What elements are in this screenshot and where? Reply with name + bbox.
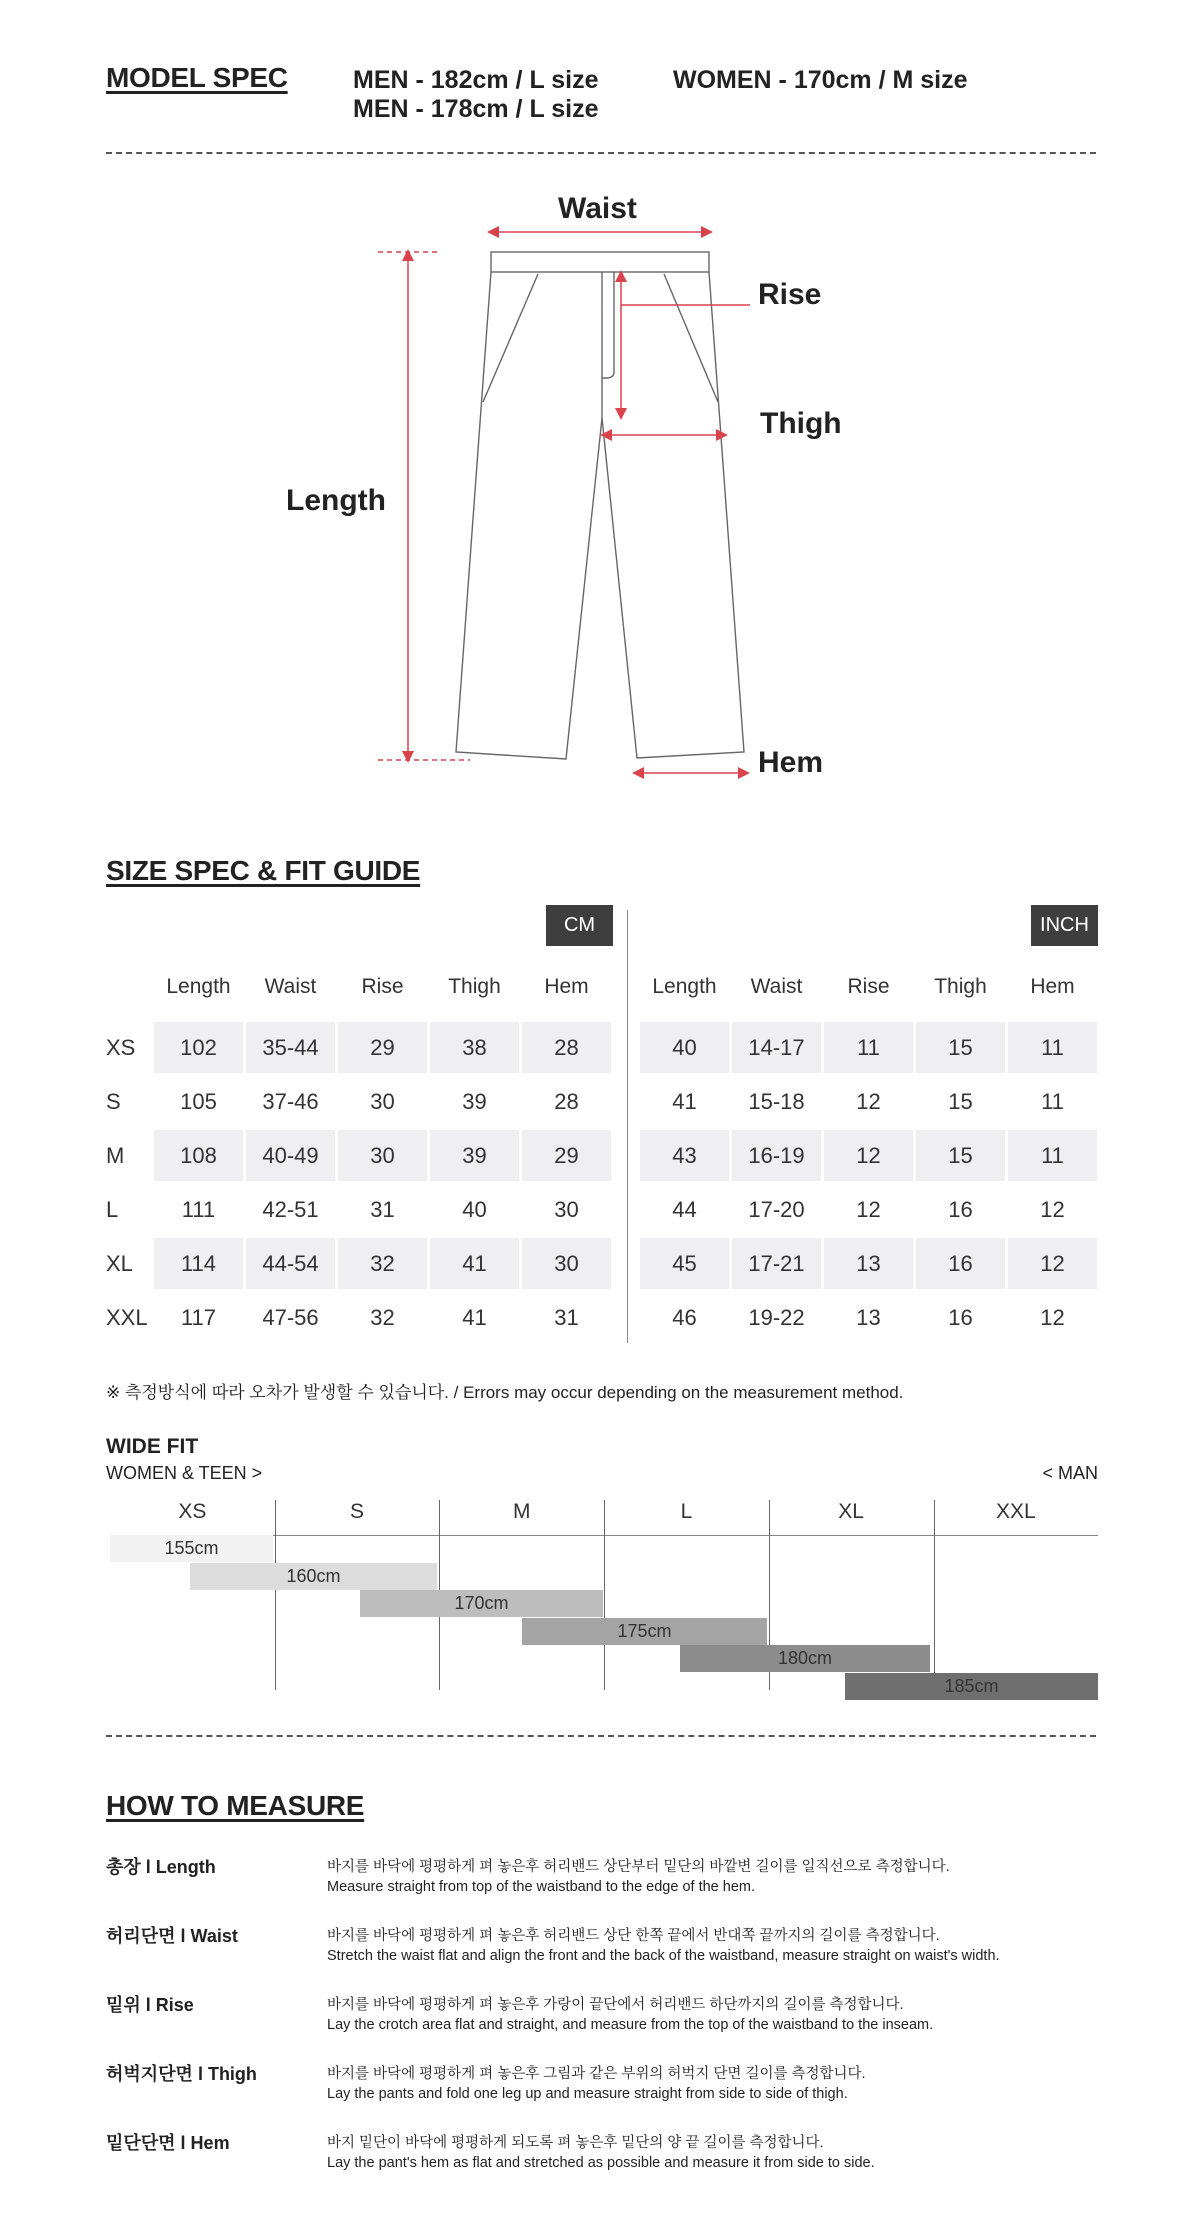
measure-item-name: 허벅지단면 l Thigh	[106, 2064, 257, 2084]
table-cell: 13	[824, 1238, 913, 1289]
measure-item-english: Lay the pant's hem as flat and stretched as possible and measure it from side to side.	[327, 2155, 875, 2171]
table-cell: 29	[522, 1130, 611, 1181]
model-spec-men-2: MEN - 178cm / L size	[353, 95, 599, 123]
table-cell: 44	[672, 1196, 697, 1222]
table-cell: 15	[948, 1088, 973, 1114]
table-cell: 30	[338, 1130, 427, 1181]
table-cell: 12	[1040, 1304, 1065, 1330]
table-cell: 117	[180, 1304, 217, 1330]
wide-fit-height-bar: 170cm	[360, 1590, 603, 1617]
measure-item-korean: 바지를 바닥에 평평하게 펴 놓은후 허리밴드 상단 한쪽 끝에서 반대쪽 끝까지의 길이를 측정합니다.	[327, 1928, 940, 1944]
model-spec-men-1: MEN - 182cm / L size	[353, 66, 599, 94]
wide-fit-column-line	[275, 1500, 276, 1690]
cm-col-header: Thigh	[448, 975, 501, 998]
table-cell: 40	[640, 1022, 729, 1073]
wide-fit-title: WIDE FIT	[106, 1435, 199, 1458]
how-to-measure-title: HOW TO MEASURE	[106, 1790, 365, 1821]
table-cell: 11	[1008, 1022, 1097, 1073]
wide-fit-height-bar: 180cm	[680, 1645, 930, 1672]
table-cell: 41	[430, 1238, 519, 1289]
wide-fit-size-label: S	[350, 1500, 365, 1523]
size-row-label: S	[106, 1089, 121, 1114]
table-cell: 12	[1008, 1238, 1097, 1289]
size-spec-title: SIZE SPEC & FIT GUIDE	[106, 855, 421, 886]
wide-fit-size-label: XL	[838, 1500, 864, 1523]
table-cell: 39	[462, 1088, 487, 1114]
table-cell: 43	[640, 1130, 729, 1181]
table-cell: 32	[338, 1238, 427, 1289]
table-cell: 41	[462, 1304, 487, 1330]
measure-item-korean: 바지를 바닥에 평평하게 펴 놓은후 그림과 같은 부위의 허벅지 단면 길이를 측정합니다.	[327, 2066, 866, 2082]
cm-size-table	[154, 1022, 611, 1343]
size-row-label: XXL	[106, 1305, 148, 1330]
table-cell: 40	[462, 1196, 487, 1222]
table-cell: 17-20	[748, 1196, 805, 1222]
table-divider	[627, 910, 628, 1343]
table-cell: 15-18	[748, 1088, 805, 1114]
table-cell: 16-19	[732, 1130, 821, 1181]
cm-col-header: Rise	[361, 975, 404, 998]
table-cell: 40-49	[246, 1130, 335, 1181]
table-cell: 37-46	[262, 1088, 319, 1114]
waist-label: Waist	[558, 192, 637, 225]
wide-fit-height-bar: 175cm	[522, 1618, 767, 1645]
size-row-label: M	[106, 1143, 125, 1168]
table-cell: 41	[672, 1088, 697, 1114]
inch-size-table	[640, 1022, 1097, 1343]
measure-item-name: 밑단단면 l Hem	[106, 2133, 230, 2153]
table-cell: 31	[370, 1196, 395, 1222]
table-cell: 17-21	[732, 1238, 821, 1289]
table-cell: 39	[430, 1130, 519, 1181]
model-spec-women: WOMEN - 170cm / M size	[673, 66, 968, 94]
measure-item-korean: 바지를 바닥에 평평하게 펴 놓은후 허리밴드 상단부터 밑단의 바깥변 길이를 일직선으로 측정합니다.	[327, 1859, 950, 1875]
measure-item-name: 총장 l Length	[106, 1857, 216, 1877]
measurement-note: ※ 측정방식에 따라 오차가 발생할 수 있습니다. / Errors may occur depending on the measurement method.	[106, 1383, 904, 1402]
table-cell: 16	[948, 1304, 973, 1330]
cm-col-header: Hem	[544, 975, 589, 998]
wide-fit-right-label: < MAN	[1042, 1463, 1098, 1483]
wide-fit-height-bar: 185cm	[845, 1673, 1098, 1700]
table-cell: 30	[554, 1196, 579, 1222]
table-cell: 35-44	[246, 1022, 335, 1073]
cm-col-header: Waist	[264, 975, 317, 998]
measure-item-english: Lay the crotch area flat and straight, and measure from the top of the waistband to the inseam.	[327, 2017, 934, 2033]
table-cell: 47-56	[262, 1304, 319, 1330]
table-cell: 111	[181, 1196, 216, 1222]
table-cell: 46	[672, 1304, 697, 1330]
table-cell: 11	[824, 1022, 913, 1073]
measure-item-korean: 바지를 바닥에 평평하게 펴 놓은후 가랑이 끝단에서 허리밴드 하단까지의 길이를 측정합니다.	[327, 1997, 904, 2013]
table-cell: 28	[554, 1088, 579, 1114]
wide-fit-size-label: L	[680, 1500, 693, 1523]
hem-label: Hem	[758, 746, 824, 779]
measure-item-english: Lay the pants and fold one leg up and measure straight from side to side of thigh.	[327, 2086, 848, 2102]
measure-item-korean: 바지 밑단이 바닥에 평평하게 되도록 펴 놓은후 밑단의 양 끝 길이를 측정합니다.	[327, 2135, 824, 2151]
inch-col-header: Rise	[847, 975, 890, 998]
measure-item-english: Measure straight from top of the waistband to the edge of the hem.	[327, 1879, 755, 1895]
inch-col-header: Hem	[1030, 975, 1075, 998]
table-cell: 42-51	[262, 1196, 319, 1222]
wide-fit-size-label: XS	[178, 1500, 207, 1523]
table-cell: 15	[916, 1130, 1005, 1181]
table-cell: 28	[522, 1022, 611, 1073]
inch-col-header: Length	[652, 975, 717, 998]
size-row-label: XS	[106, 1035, 136, 1060]
table-cell: 105	[180, 1088, 217, 1114]
table-cell: 12	[856, 1196, 881, 1222]
rise-label: Rise	[758, 278, 822, 311]
measure-item-english: Stretch the waist flat and align the front and the back of the waistband, measure straight on waist's width.	[327, 1948, 1000, 1964]
measure-item-name: 밑위 l Rise	[106, 1995, 194, 2015]
table-cell: 16	[948, 1196, 973, 1222]
inch-col-header: Waist	[750, 975, 803, 998]
table-cell: 45	[640, 1238, 729, 1289]
table-cell: 32	[370, 1304, 395, 1330]
cm-unit-badge: CM	[546, 905, 613, 946]
table-cell: 15	[916, 1022, 1005, 1073]
table-cell: 11	[1041, 1088, 1064, 1114]
table-cell: 30	[522, 1238, 611, 1289]
pants-outline	[456, 252, 744, 759]
thigh-label: Thigh	[760, 407, 842, 440]
table-cell: 14-17	[732, 1022, 821, 1073]
length-label: Length	[286, 484, 386, 517]
table-cell: 31	[554, 1304, 579, 1330]
table-cell: 12	[1040, 1196, 1065, 1222]
table-cell: 38	[430, 1022, 519, 1073]
wide-fit-height-bar: 155cm	[110, 1535, 273, 1562]
table-cell: 12	[856, 1088, 881, 1114]
inch-unit-badge: INCH	[1031, 905, 1098, 946]
wide-fit-height-bar: 160cm	[190, 1563, 437, 1590]
table-cell: 13	[856, 1304, 881, 1330]
measure-item-name: 허리단면 l Waist	[106, 1926, 238, 1946]
model-spec-title: MODEL SPEC	[106, 62, 288, 93]
wide-fit-column-line	[934, 1500, 935, 1690]
cm-col-header: Length	[166, 975, 231, 998]
table-cell: 11	[1008, 1130, 1097, 1181]
size-row-label: XL	[106, 1251, 133, 1276]
size-row-label: L	[106, 1197, 119, 1222]
table-cell: 102	[154, 1022, 243, 1073]
table-cell: 114	[154, 1238, 243, 1289]
table-cell: 108	[154, 1130, 243, 1181]
inch-col-header: Thigh	[934, 975, 987, 998]
wide-fit-size-label: M	[512, 1500, 531, 1523]
table-cell: 30	[370, 1088, 395, 1114]
wide-fit-size-label: XXL	[995, 1500, 1036, 1523]
wide-fit-column-line	[604, 1500, 605, 1690]
table-cell: 19-22	[748, 1304, 805, 1330]
table-cell: 16	[916, 1238, 1005, 1289]
divider	[106, 1735, 1096, 1737]
table-cell: 12	[824, 1130, 913, 1181]
table-cell: 44-54	[246, 1238, 335, 1289]
table-cell: 29	[338, 1022, 427, 1073]
wide-fit-left-label: WOMEN & TEEN >	[106, 1463, 263, 1483]
pants-diagram	[0, 0, 1200, 800]
